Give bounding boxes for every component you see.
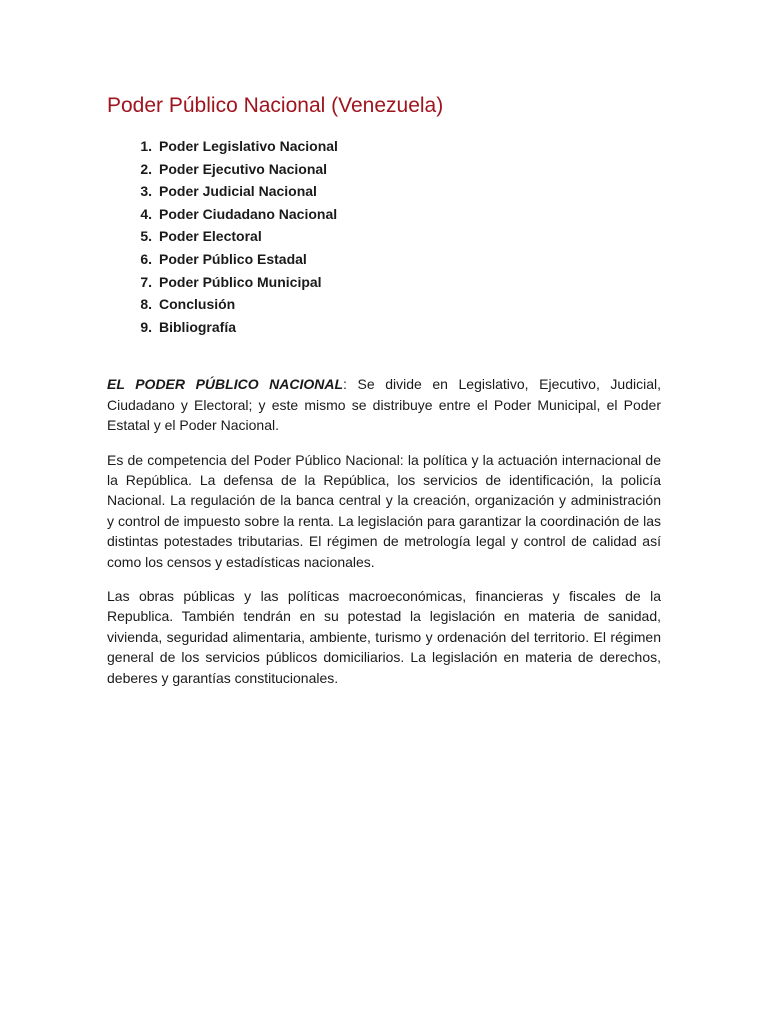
- paragraph-competencies: Es de competencia del Poder Público Nacional: la política y la actuación internacional de la República. La defensa de la República, los servicios de identificación, la policía Nacional. La regulación de la banca central y la creación, organización y administración y control de impuesto sobre la renta. La legislación para garantizar la coordinación de las distintas potestades tributarias. El régimen de metrología legal y control de calidad así como los censos y estadísticas nacionales.: [107, 451, 661, 570]
- toc-item-number: 5.: [140, 228, 152, 245]
- toc-item-label: Poder Público Estadal: [159, 250, 307, 267]
- toc-item-number: 2.: [140, 160, 152, 177]
- toc-item-label: Poder Judicial Nacional: [159, 183, 317, 200]
- toc-item: [107, 135, 661, 158]
- toc-item: [107, 203, 661, 226]
- toc-item-number: 9.: [140, 318, 152, 335]
- toc-item-label: Poder Legislativo Nacional: [159, 138, 338, 154]
- toc-item-label: Poder Electoral: [159, 228, 262, 245]
- toc-item-label: Bibliografía: [159, 318, 237, 335]
- page-title: Poder Público Nacional (Venezuela): [107, 94, 444, 117]
- toc-item: [107, 248, 661, 271]
- toc-item-number: 7.: [140, 273, 152, 290]
- toc-item-number: 8.: [140, 296, 152, 313]
- toc-item: [107, 271, 661, 294]
- toc-item: [107, 316, 661, 339]
- table-of-contents: [107, 135, 661, 338]
- toc-item: [107, 293, 661, 316]
- paragraph-intro-text: : Se divide en Legislativo, Ejecutivo, Judicial, Ciudadano y Electoral; y este mismo se distribuye entre el Poder Municipal, el Poder Estatal y el Poder Nacional.: [107, 376, 661, 434]
- toc-item-number: 1.: [140, 138, 152, 154]
- paragraph-intro: [107, 374, 661, 435]
- toc-item-label: Poder Público Municipal: [159, 273, 322, 290]
- toc-item-number: 4.: [140, 205, 152, 222]
- paragraph-public-works: Las obras públicas y las políticas macroeconómicas, financieras y fiscales de la Republica. También tendrán en su potestad la legislación en materia de sanidad, vivienda, seguridad alimentaria, ambiente, turismo y ordenación del territorio. El régimen general de los servicios públicos domiciliarios. La legislación en materia de derechos, deberes y garantías constitucionales.: [107, 588, 661, 686]
- toc-item: [107, 180, 661, 203]
- document-page: [107, 92, 661, 688]
- toc-item: [107, 158, 661, 181]
- toc-item: [107, 225, 661, 248]
- paragraph-lead-term: EL PODER PÚBLICO NACIONAL: [107, 376, 344, 393]
- toc-item-label: Conclusión: [159, 296, 236, 313]
- toc-item-label: Poder Ciudadano Nacional: [159, 205, 338, 222]
- toc-item-number: 3.: [140, 183, 152, 200]
- toc-item-number: 6.: [140, 250, 152, 267]
- toc-item-label: Poder Ejecutivo Nacional: [159, 160, 328, 177]
